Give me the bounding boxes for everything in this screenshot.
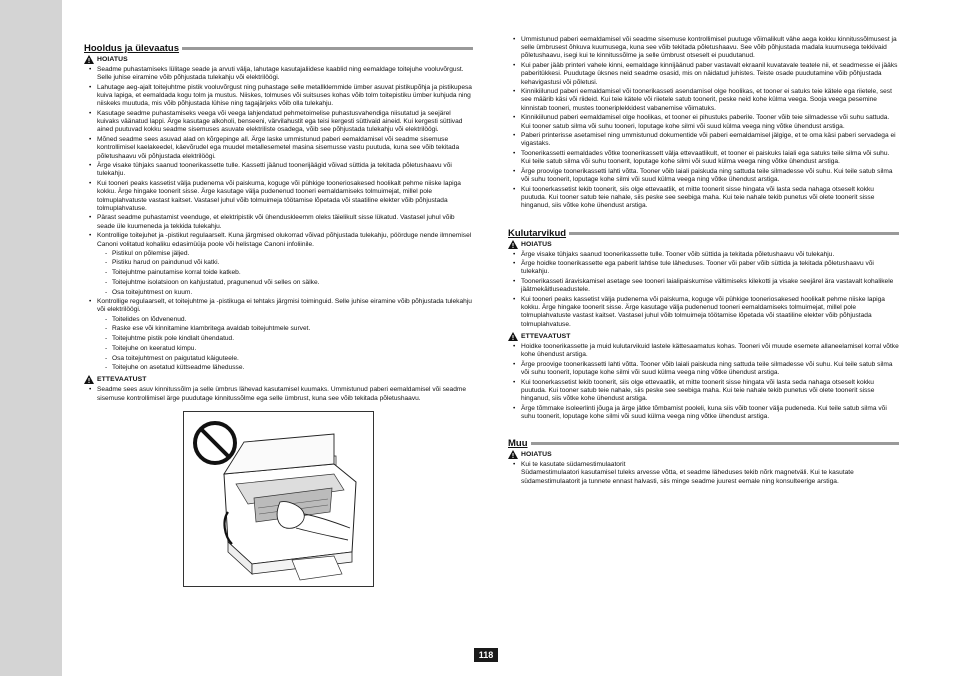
list-item: • Ärge hoidke toonerikassette ega paberit lahtise tule läheduses. Tooner või paber võib süttida ja tekitada põletushaavu või tulekahju.: [513, 260, 899, 276]
list-item: • Ärge visake tühjaks saanud toonerikassette tulle. Tooner võib süttida ja tekitada põletushaavu või tulekahju.: [513, 251, 899, 259]
warning-label: HOIATUS: [521, 451, 552, 459]
list-item: • Ärge proovige toonerikassetti lahti võtta. Tooner võib laiali paiskuda ning sattuda teile silmadesse või suhu. Kui teile satub silma või suhu toonerit, loputage kohe silmi või suud külma veega ning võtke ühendust arstiga.: [513, 168, 899, 184]
printer-drawing: [184, 412, 373, 586]
sub-list-item: - Toitejuhtme pistik pole kindlalt ühendatud.: [105, 335, 473, 343]
list-item: • Ärge tõmmake isoleerlinti jõuga ja ärge jätke tõmbamist pooleli, kuna siis võib tooner välja pudeneda. Kui teile satub silma või suhu toonerit, loputage kohe silmi või suud külma veega ning võtke ühendust arstiga.: [513, 405, 899, 421]
caution-list: [89, 386, 473, 402]
sub-list-item: - Toitejuhtme isolatsioon on kahjustatud, pragunenud või selles on sälke.: [105, 279, 473, 287]
continued-list: [513, 36, 899, 211]
sub-list-item: - Toitejuhe on keeratud kimpu.: [105, 345, 473, 353]
sub-list: [105, 316, 473, 373]
list-item: • Toonerikassetti eemaldades võtke toonerikassett välja ettevaatlikult, et tooner ei paiskuks laiali ega satuks teile silma või suhu. Kui teile satub silma või suhu toonerit, loputage kohe silmi või suud külma veega ning võtke ühendust arstiga.: [513, 150, 899, 166]
section-heading-other: [508, 433, 899, 450]
section-title: Kulutarvikud: [508, 228, 569, 239]
warning-triangle-icon: [84, 55, 94, 64]
page-number: 118: [474, 648, 498, 662]
list-item: [89, 298, 473, 372]
warning-header: [508, 450, 899, 459]
warning-header: [508, 240, 899, 249]
printer-illustration: [183, 411, 374, 587]
list-item-title: • Kui te kasutate südamestimulaatorit: [521, 461, 626, 469]
caution-label: ETTEVAATUST: [521, 332, 571, 340]
list-item: • Kasutage seadme puhastamiseks veega või veega lahjendatud pehmetoimelise puhastusvahendiga niisutatud ja seejärel kuivaks väänatud lappi. Ärge kasutage alkoholi, benseeni, värvilahustit ega teisi kergesti süttivaid aineid. Kui kergesti süttivad ained puutuvad kokku seadme sisemuses asuvate elektriliste osadega, võib see põhjustada tulekahju või elektrilöögi.: [89, 110, 473, 135]
section-heading-consumables: [508, 223, 899, 239]
section-title: Hooldus ja ülevaatus: [84, 43, 182, 54]
section-title: Muu: [508, 438, 531, 449]
warning-list: [513, 461, 899, 486]
caution-label: ETTEVAATUST: [97, 376, 147, 384]
sub-list-item: - Toitejuhe on asetatud küttseadme lähedusse.: [105, 364, 473, 372]
list-item: • Seadme sees asuv kinnitussõlm ja selle ümbrus lähevad kasutamisel kuumaks. Ummistunud paberi eemaldamisel või seadme sisemuse kontrollimisel ärge puudutage kinnitussõlme ega selle ümbrust, kuna see võib tekitada põletushaavu.: [89, 386, 473, 402]
list-item: • Pärast seadme puhastamist veenduge, et elektripistik või ühenduskleemm oleks täielikult sisse lükatud. Vastasel juhul võib seade üle kuumeneda ja tekkida tulekahju.: [89, 214, 473, 230]
list-item: • Lahutage aeg-ajalt toitejuhtme pistik vooluvõrgust ning puhastage selle metallklemmide ümber asuvat pistikupõhja ja pistikupesa kuiva lapiga, et eemaldada kogu tolm ja mustus. Niiskes, tolmuses või suitsuses kohas võib tolm toitepistiku ümber kuhjuda ning niiskeks muutuda, mis võib põhjustada lühise ning tagajärjeks võib olla tulekahju.: [89, 84, 473, 109]
section-heading-maintenance: [84, 38, 473, 54]
warning-list: [513, 251, 899, 329]
list-item: • Kinnikiilunud paberi eemaldamisel olge hoolikas, et tooner ei pihustuks paberile. Tooner võib teie silmadesse või suhu sattuda. Kui tooner satub silma või suhu tooneri, loputage kohe silmi või suud külma veega ning võtke ühendust arstiga.: [513, 114, 899, 130]
warning-list: [89, 66, 473, 372]
page-margin-bar: [0, 0, 62, 676]
caution-header: [508, 332, 899, 341]
list-item: • Hoidke toonerikassette ja muid kulutarvikuid lastele kättesaamatus kohas. Tooneri või muude esemete allaneelamisel korral võtke kohe ühendust arstiga.: [513, 343, 899, 359]
sub-list-item: - Osa toitejuhtmest on paigutatud käiguteele.: [105, 355, 473, 363]
list-item: • Kui tooneri peaks kassetist välja pudenema või paiskuma, koguge või pühkige tooneriosakesed hoolikalt pehme niiske lapiga kokku. Ärge hingake toonerit sisse. Ärge kasutage välja pudenenud tooneri eemaldamiseks tolmuimejat, millel pole tolmuplahvatuste vastast kaitset. Vastasel juhul võib tolmuimeja töötamise lõpetada või staatiline elekter võib põhjustada tolmuplahvatuse.: [513, 296, 899, 329]
list-item: • Kinnikiilunud paberi eemaldamisel või toonerikasseti asendamisel olge hoolikas, et tooner ei satuks teie kätele ega riietele, sest see määrib käsi või riideid. Kui teie kätele või riietele satub toonerit, peske neid kohe külma veega. Sooja veega pesemine kinnistab tooneri, mustes tooneriplekkidest vabanemise võimatuks.: [513, 88, 899, 113]
list-item: • Kui paber jääb printeri vahele kinni, eemaldage kinnijäänud paber vastavalt ekraanil kuvatavale teatele nii, et seadmesse ei jääks paberitükkesi. Puudutage üksnes neid seadme osasid, mis on näidatud juhistes. Teiste osade puudutamine võib põhjustada kehavigastusi või põletusi.: [513, 62, 899, 87]
warning-label: HOIATUS: [521, 240, 552, 248]
list-item: • Mõned seadme sees asuvad alad on kõrgepinge all. Ärge laske ummistunud paberi eemaldamisel või seadme sisemuse kontrollimisel kaelakeedel, käevõrudel ega muudel metallesemetel masina sisemusse vastu puutuda, kuna see võib tekitada põletushaavu või põhjustada elektrilöögi.: [89, 136, 473, 161]
list-item: • Kui tooneri peaks kassetist välja pudenema või paiskuma, koguge või pühkige tooneriosakesed hoolikalt pehme niiske lapiga kokku. Ärge hingake toonerit sisse. Ärge kasutage välja pudenenud tooneri eemaldamiseks tolmuimejat, millel pole tolmuplahvatuste vastast kaitset. Vastasel juhul võib tolmuimeja töötamise lõpetada või staatiline elekter võib põhjustada tolmuplahvatuse.: [89, 180, 473, 213]
list-item: • Ummistunud paberi eemaldamisel või seadme sisemuse kontrollimisel puutuge võimalikult vähe aega kokku kinnitussõlmusest ja selle ümbrusest õhkuva kuumusega, kuna see võib tekitada põletushaavu. See võib põhjustada madala kuumusega tekkivaid põletushaavu, isegi kui te kinnitussõlme ja selle ümbrust otseselt ei puudutanud.: [513, 36, 899, 61]
list-item-text: Kontrollige regulaarselt, et toitejuhtme ja -pistikuga ei tehtaks järgmisi toiminguid. Selle juhise eiramine võib põhjustada tulekahju või elektrilöögi.: [97, 298, 472, 314]
left-column: [84, 38, 473, 587]
warning-header: [84, 55, 473, 64]
warning-label: HOIATUS: [97, 56, 128, 63]
list-item: • Seadme puhastamiseks lülitage seade ja arvuti välja, lahutage kasutajaliidese kaablid ning eemaldage toitejuhe vooluvõrgust. Selle juhise eiramine võib põhjustada tulekahju või elektrilöögi.: [89, 66, 473, 82]
warning-triangle-icon: [508, 240, 518, 249]
sub-list: [105, 250, 473, 297]
prohibition-icon: [195, 423, 235, 463]
list-item: • Kui toonerkassetist lekib toonerit, siis olge ettevaatlik, et mitte toonerit sisse hingata või lasta seda nahaga otseselt kokku puutuda. Kui tooner satub teie nahale, siis peske see seebiga maha. Kui teie nahale tekib punetus või olete toonerit sisse hinganud, siis võtke kohe ühendust arstiga.: [513, 186, 899, 211]
list-item-body: Südamestimulaatori kasutamisel tuleks arvesse võtta, et seadme läheduses tekib nõrk magnetväli. Kui te kasutate südamestimulaatorit ja tunnete ennast halvasti, siis minge seadme juurest eemale ning konsulteerige arstiga.: [521, 469, 854, 485]
caution-triangle-icon: [508, 332, 518, 341]
caution-list: [513, 343, 899, 421]
warning-triangle-icon: [508, 450, 518, 459]
list-item: • Ärge proovige toonerikassetti lahti võtta. Tooner võib laiali paiskuda ning sattuda teile silmadesse või suhu. Kui teile satub silma või suhu toonerit, loputage kohe silmi või suud külma veega ning võtke ühendust arstiga.: [513, 361, 899, 377]
list-item: • Ärge visake tühjaks saanud toonerikassette tulle. Kassetti jäänud tooneriјäägid võivad süttida ja tekitada põletushaavu või tulekahju.: [89, 162, 473, 178]
sub-list-item: - Osa toitejuhtmest on kuum.: [105, 289, 473, 297]
sub-list-item: - Pistikul on põlemise jäljed.: [105, 250, 473, 258]
sub-list-item: - Raske ese või kinnitamine klambritega avaldab toitejuhtmele survet.: [105, 325, 473, 333]
sub-list-item: - Toitelides on lõdvenenud.: [105, 316, 473, 324]
list-item: • Paberi printerisse asetamisel ning ummistunud dokumentide või paberi eemaldamisel jälgige, et te oma käsi paberi servadega ei vigastaks.: [513, 132, 899, 148]
list-item-text: Kontrollige toitejuhet ja -pistikut regulaarselt. Kuna järgmised olukorrad võivad põhjustada tulekahju, pöörduge nende ilmnemisel Canoni volitatud kohaliku edasimüüja poole või helistage Canoni infoliinile.: [97, 232, 472, 248]
list-item: • Toonerikasseti äraviskamisel asetage see tooneri laialipaiskumise vältimiseks kilekotti ja visake seejärel ära vastavalt kohalikele jäätmekäitluseadustele.: [513, 278, 899, 294]
sub-list-item: - Toitejuhtme painutamise korral toide katkeb.: [105, 269, 473, 277]
list-item: [513, 461, 899, 486]
right-column: [508, 36, 899, 487]
caution-header: [84, 375, 473, 384]
list-item: [89, 232, 473, 296]
list-item: • Kui toonerkassetist lekib toonerit, siis olge ettevaatlik, et mitte toonerit sisse hingata või lasta seda nahaga otseselt kokku puutuda. Kui tooner satub teie nahale, siis peske see seebiga maha. Kui teie nahale tekib punetus või olete toonerit sisse hinganud, siis võtke kohe ühendust arstiga.: [513, 379, 899, 404]
caution-triangle-icon: [84, 375, 94, 384]
sub-list-item: - Pistiku harud on paindunud või katki.: [105, 259, 473, 267]
section-rule: [508, 442, 899, 445]
